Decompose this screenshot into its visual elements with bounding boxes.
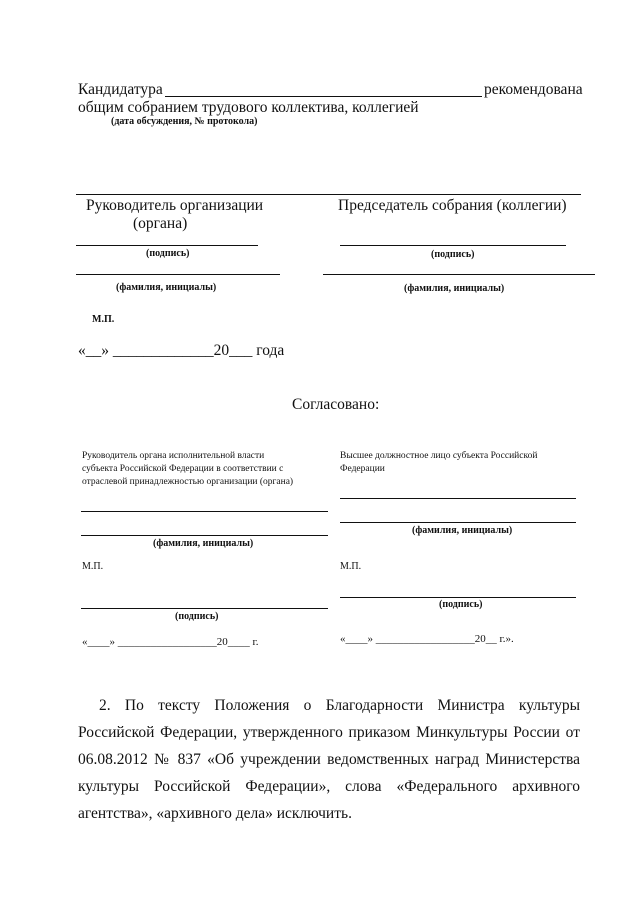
exec-head-date: «____» __________________20____ г.	[82, 636, 259, 648]
exec-head-title-1: Руководитель органа исполнительной власти	[82, 451, 265, 461]
org-head-sign-hint: (подпись)	[146, 248, 190, 259]
org-head-title-2: (органа)	[133, 215, 188, 232]
org-head-sign-line	[76, 245, 258, 246]
chair-sign-hint: (подпись)	[431, 249, 475, 260]
exec-head-blank-line	[81, 511, 328, 512]
official-date: «____» __________________20__ г.».	[340, 633, 514, 645]
official-blank-line	[340, 498, 576, 499]
top-stamp: М.П.	[92, 314, 115, 325]
official-sign-line	[340, 597, 576, 598]
amendment-paragraph: 2. По тексту Положения о Благодарности Министра культуры Российской Федерации, утвержденного приказом Минкультуры России от 06.08.2012 № 837 «Об учреждении ведомственных наград Министерства культуры Российской Федерации», слова «Федерального архивного агентства», «архивного дела» исключить.	[78, 697, 580, 822]
top-divider	[76, 194, 581, 195]
approval-heading: Согласовано:	[292, 396, 380, 413]
official-stamp: М.П.	[340, 561, 362, 572]
official-title-1: Высшее должностное лицо субъекта Российской	[340, 451, 538, 461]
chair-name-hint: (фамилия, инициалы)	[404, 283, 505, 294]
official-name-line	[340, 522, 576, 523]
org-head-name-hint: (фамилия, инициалы)	[116, 282, 217, 293]
chair-name-line	[323, 274, 595, 275]
exec-head-name-line	[81, 535, 328, 536]
candidate-fill-line	[165, 96, 482, 97]
org-head-name-line	[76, 274, 280, 275]
candidate-assembly-line: общим собранием трудового коллектива, коллегией	[78, 99, 419, 116]
exec-head-stamp: М.П.	[82, 561, 104, 572]
exec-head-title-2: субъекта Российской Федерации в соответствии с	[82, 464, 284, 474]
exec-head-sign-line	[81, 608, 328, 609]
exec-head-sign-hint: (подпись)	[175, 611, 219, 622]
official-sign-hint: (подпись)	[439, 599, 483, 610]
candidate-hint: (дата обсуждения, № протокола)	[111, 116, 258, 127]
org-head-title: Руководитель организации	[86, 197, 264, 214]
top-date: «__» _____________20___ года	[78, 342, 285, 359]
official-title-2: Федерации	[340, 464, 385, 474]
candidate-recommended: рекомендована	[484, 81, 583, 98]
official-name-hint: (фамилия, инициалы)	[412, 525, 513, 536]
chair-sign-line	[340, 245, 566, 246]
exec-head-name-hint: (фамилия, инициалы)	[153, 538, 254, 549]
exec-head-title-3: отраслевой принадлежностью организации (органа)	[82, 477, 294, 487]
candidate-label: Кандидатура	[78, 81, 163, 98]
chair-title: Председатель собрания (коллегии)	[338, 197, 567, 214]
